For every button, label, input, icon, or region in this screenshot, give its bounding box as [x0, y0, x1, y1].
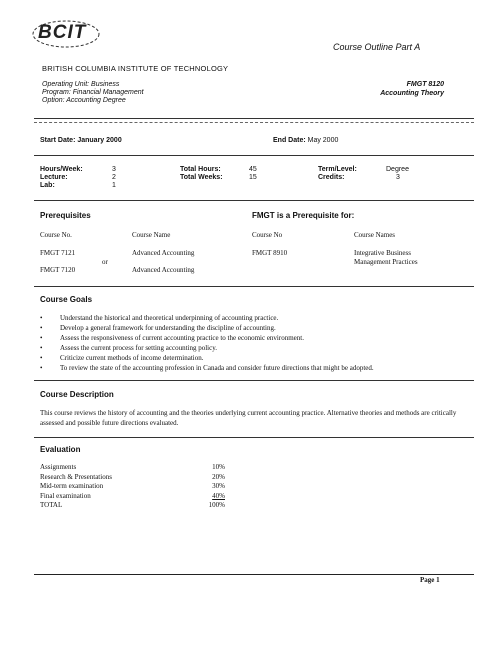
goal-item: • Understand the historical and theoretical underpinning of accounting practice. [40, 313, 470, 323]
operating-unit: Operating Unit: Business [42, 81, 120, 88]
evaluation-row [40, 482, 225, 492]
lab-value: 1 [112, 182, 116, 189]
start-date: Start Date: January 2000 [40, 137, 122, 144]
header-divider [34, 118, 474, 119]
total-hours-label: Total Hours: [180, 166, 221, 173]
bcit-logo [30, 18, 102, 50]
total-hours-value: 45 [249, 166, 257, 173]
lab-label: Lab: [40, 182, 55, 189]
course-title: Accounting Theory [380, 90, 444, 97]
evaluation-title: Evaluation [40, 445, 81, 454]
evaluation-table [40, 463, 225, 511]
option: Option: Accounting Degree [42, 97, 126, 104]
evaluation-item: Assignments [40, 463, 77, 471]
goals-title: Course Goals [40, 295, 93, 304]
goal-item: • To review the state of the accounting profession in Canada and consider future directions that might be adopted. [40, 363, 470, 373]
evaluation-weight: 10% [212, 463, 225, 471]
end-date-value: May 2000 [307, 137, 339, 144]
doc-type: Course Outline Part A [333, 42, 421, 52]
lecture-value: 2 [112, 174, 116, 181]
course-code: FMGT 8120 [406, 81, 444, 88]
institute-name: BRITISH COLUMBIA INSTITUTE OF TECHNOLOGY [42, 64, 229, 73]
credits-label: Credits: [318, 174, 345, 181]
prerequisites-title: Prerequisites [40, 211, 91, 220]
goal-item: • Develop a general framework for understanding the discipline of accounting. [40, 323, 470, 333]
page-number: Page 1 [420, 576, 440, 584]
prereq-for-row-name-1: Integrative Business [354, 249, 411, 257]
description-title: Course Description [40, 390, 114, 399]
prereq-row-2-name: Advanced Accounting [132, 266, 195, 274]
prereq-row-1-name: Advanced Accounting [132, 249, 195, 257]
prereq-or: or [102, 258, 108, 266]
prereq-col-name: Course Name [132, 231, 171, 239]
description-text: This course reviews the history of accounting and the theories underlying current accounting practice. Alternative theories and methods are critically assessed and possible future directions evaluated. [40, 409, 457, 427]
prereq-for-row-name-2: Management Practices [354, 258, 418, 266]
evaluation-weight: 40% [212, 491, 225, 500]
header-divider-2 [34, 122, 474, 123]
hours-week-label: Hours/Week: [40, 166, 83, 173]
program: Program: Financial Management [42, 89, 144, 96]
evaluation-row [40, 473, 225, 483]
footer-divider [34, 574, 474, 575]
prereq-for-col-name: Course Names [354, 231, 396, 239]
goal-item: • Criticize current methods of income determination. [40, 353, 470, 363]
goals-divider [34, 380, 474, 381]
dates-divider [34, 155, 474, 156]
hours-week-value: 3 [112, 166, 116, 173]
evaluation-weight: 20% [212, 472, 225, 481]
evaluation-total-label: TOTAL [40, 501, 63, 509]
total-weeks-label: Total Weeks: [180, 174, 223, 181]
prereq-for-row-no: FMGT 8910 [252, 249, 288, 257]
prereq-for-title: FMGT is a Prerequisite for: [252, 211, 355, 220]
goals-list [40, 313, 470, 373]
evaluation-total-value: 100% [208, 501, 225, 509]
description-divider [34, 437, 474, 438]
end-date-label: End Date: [273, 137, 306, 144]
prereq-row-1-no: FMGT 7121 [40, 249, 76, 257]
hours-divider [34, 200, 474, 201]
evaluation-weight: 30% [212, 482, 225, 490]
evaluation-row [40, 492, 225, 502]
term-value: Degree [386, 166, 409, 173]
goal-item: • Assess the responsiveness of current accounting practice to the economic environment. [40, 333, 470, 343]
prereq-row-2-no: FMGT 7120 [40, 266, 76, 274]
logo-text: BCIT [38, 22, 87, 43]
end-date [273, 137, 338, 144]
prereq-for-col-no: Course No [252, 231, 283, 239]
evaluation-item: Research & Presentations [40, 472, 112, 481]
total-weeks-value: 15 [249, 174, 257, 181]
prereq-col-no: Course No. [40, 231, 72, 239]
evaluation-row [40, 501, 225, 511]
credits-value: 3 [396, 174, 400, 181]
evaluation-item: Final examination [40, 491, 91, 500]
goal-item: • Assess the current process for setting accounting policy. [40, 343, 470, 353]
evaluation-item: Mid-term examination [40, 482, 104, 490]
term-label: Term/Level: [318, 166, 357, 173]
lecture-label: Lecture: [40, 174, 68, 181]
prereq-divider [34, 286, 474, 287]
evaluation-row [40, 463, 225, 473]
